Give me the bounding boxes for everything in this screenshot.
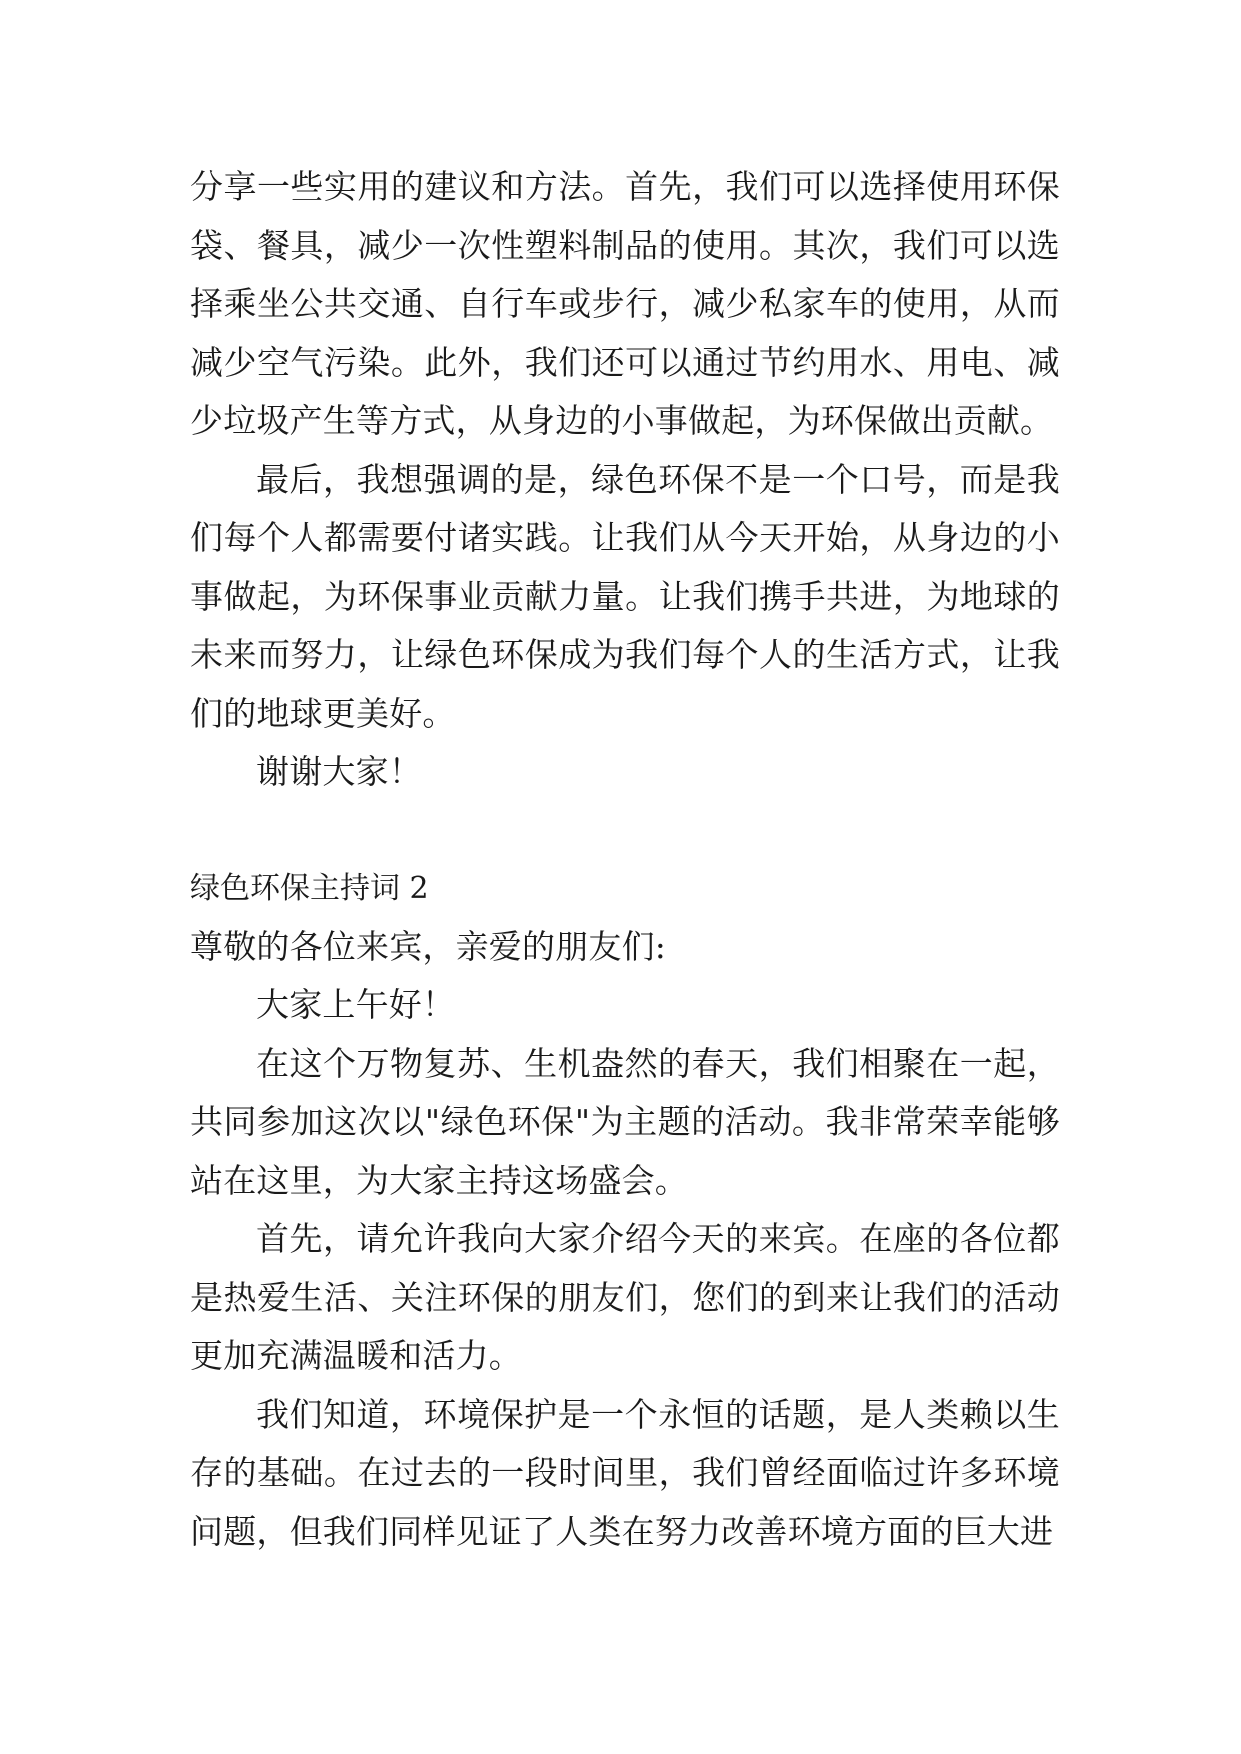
document-body <box>190 158 1060 1561</box>
salutation: 尊敬的各位来宾，亲爱的朋友们: <box>190 926 667 966</box>
thanks-line: 谢谢大家！ <box>256 752 422 791</box>
paragraph-environment: 我们知道，环境保护是一个永恒的话题，是人类赖以生存的基础。在过去的一段时间里，我们曾经面临过许多环境问题，但我们同样见证了人类在努力改善环境方面的巨大进 <box>190 1394 1060 1551</box>
paragraph-continuation: 分享一些实用的建议和方法。首先，我们可以选择使用环保袋、餐具，减少一次性塑料制品的使用。其次，我们可以选择乘坐公共交通、自行车或步行，减少私家车的使用，从而减少空气污染。此外，我们还可以通过节约用水、用电、减少垃圾产生等方式，从身边的小事做起，为环保做出贡献。 <box>190 167 1060 440</box>
section-spacer <box>190 802 1060 860</box>
greeting: 大家上午好！ <box>256 985 456 1024</box>
paragraph-closing: 最后，我想强调的是，绿色环保不是一个口号，而是我们每个人都需要付诸实践。让我们从今天开始，从身边的小事做起，为环保事业贡献力量。让我们携手共进，为地球的未来而努力，让绿色环保成为我们每个人的生活方式，让我们的地球更美好。 <box>190 459 1060 733</box>
section-title: 绿色环保主持词 2 <box>190 870 429 906</box>
paragraph-guests: 首先，请允许我向大家介绍今天的来宾。在座的各位都是热爱生活、关注环保的朋友们，您们的到来让我们的活动更加充满温暖和活力。 <box>190 1219 1060 1375</box>
paragraph-opening: 在这个万物复苏、生机盎然的春天，我们相聚在一起，共同参加这次以"绿色环保"为主题的活动。我非常荣幸能够站在这里，为大家主持这场盛会。 <box>190 1043 1060 1200</box>
